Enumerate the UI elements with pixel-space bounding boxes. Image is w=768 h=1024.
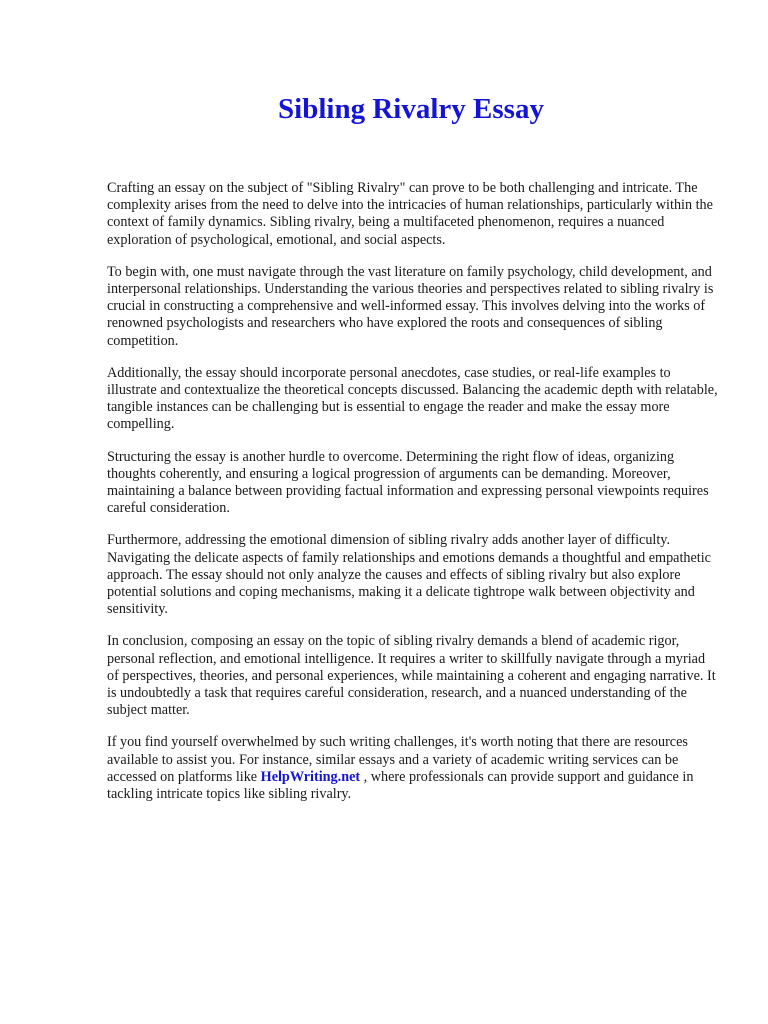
- paragraph-examples: Additionally, the essay should incorporate personal anecdotes, case studies, or real-life examples to illustrate and contextualize the theoretical concepts discussed. Balancing the academic depth with relatable, tangible instances can be challenging but is essential to engage the reader and make the essay more compelling.: [107, 364, 718, 433]
- paragraph-resources: [107, 734, 719, 803]
- paragraph-conclusion: In conclusion, composing an essay on the topic of sibling rivalry demands a blend of academic rigor, personal reflection, and emotional intelligence. It requires a writer to skillfully navigate through a myriad of perspectives, theories, and personal experiences, while maintaining a coherent and engaging narrative. It is undoubtedly a task that requires careful consideration, research, and a nuanced understanding of the subject matter.: [107, 633, 716, 719]
- paragraph-literature: To begin with, one must navigate through the vast literature on family psychology, child development, and interpersonal relationships. Understanding the various theories and perspectives related to sibling rivalry is crucial in constructing a comprehensive and well-informed essay. This involves delving into the works of renowned psychologists and researchers who have explored the roots and consequences of sibling competition.: [107, 263, 714, 349]
- resources-text-before: If you find yourself overwhelmed by such writing challenges, it's worth noting that there are resources available to assist you. For instance, similar essays and a variety of academic writing services can be accessed on platforms like: [107, 734, 688, 785]
- document-body: [107, 180, 719, 818]
- paragraph-intro: Crafting an essay on the subject of "Sibling Rivalry" can prove to be both challenging and intricate. The complexity arises from the need to delve into the intricacies of human relationships, particularly within the context of family dynamics. Sibling rivalry, being a multifaceted phenomenon, requires a nuanced exploration of psychological, emotional, and social aspects.: [107, 180, 713, 248]
- helpwriting-link[interactable]: HelpWriting.net: [260, 768, 361, 785]
- paragraph-structure: Structuring the essay is another hurdle to overcome. Determining the right flow of ideas, organizing thoughts coherently, and ensuring a logical progression of arguments can be demanding. Moreover, maintaining a balance between providing factual information and expressing personal viewpoints requires careful consideration.: [107, 448, 709, 517]
- document-title: Sibling Rivalry Essay: [278, 93, 544, 125]
- resources-text-after: , where professionals can provide support and guidance in tackling intricate topics like sibling rivalry.: [107, 768, 694, 803]
- paragraph-emotional: Furthermore, addressing the emotional dimension of sibling rivalry adds another layer of difficulty. Navigating the delicate aspects of family relationships and emotions demands a thoughtful and empathetic approach. The essay should not only analyze the causes and effects of sibling rivalry but also explore potential solutions and coping mechanisms, making it a delicate tightrope walk between objectivity and sensitivity.: [107, 532, 711, 618]
